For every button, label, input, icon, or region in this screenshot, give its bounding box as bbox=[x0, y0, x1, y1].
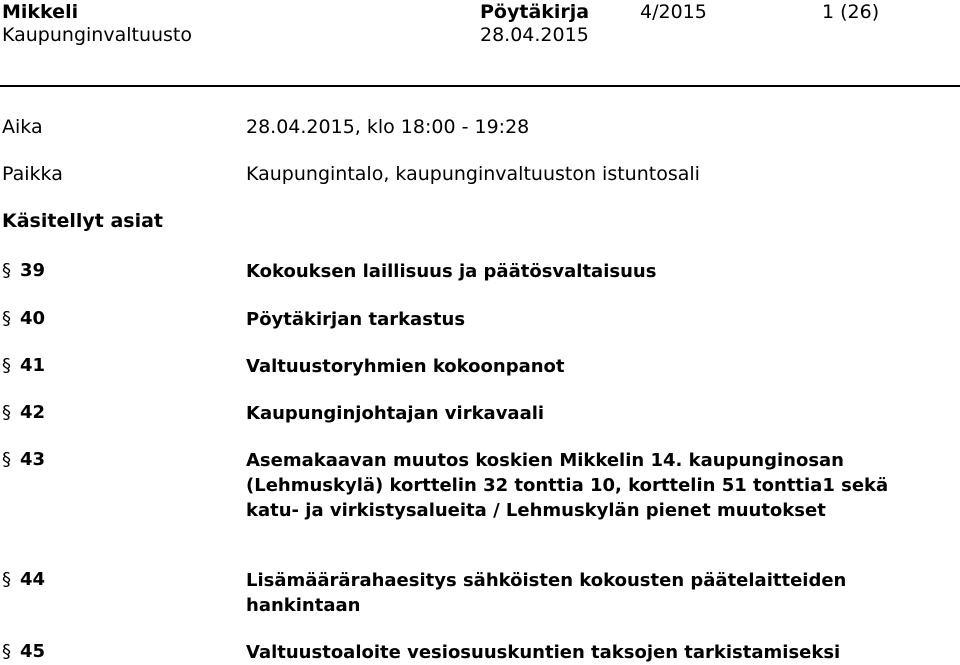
agenda-heading: Käsitellyt asiat bbox=[2, 210, 163, 232]
section-sign-icon: § bbox=[2, 449, 11, 470]
agenda-item-title: Lisämäärärahaesitys sähköisten kokousten päätelaitteiden hankintaan bbox=[246, 570, 847, 616]
agenda-item-number: § 40 bbox=[2, 308, 46, 329]
city-name: Mikkeli bbox=[2, 1, 79, 23]
agenda-item-number: § 39 bbox=[2, 260, 46, 281]
agenda-item-number: § 45 bbox=[2, 641, 46, 662]
agenda-item-number: § 41 bbox=[2, 355, 46, 376]
agenda-item-number: § 44 bbox=[2, 569, 46, 590]
document-date: 28.04.2015 bbox=[480, 24, 589, 46]
agenda-item-number: § 42 bbox=[2, 402, 46, 423]
section-sign-icon: § bbox=[2, 355, 11, 376]
agenda-item-title: Valtuustoaloite vesiosuuskuntien taksojen tarkistamiseksi bbox=[246, 642, 841, 663]
section-sign-icon: § bbox=[2, 641, 11, 662]
section-sign-icon: § bbox=[2, 402, 11, 423]
document-number: 4/2015 bbox=[640, 1, 707, 23]
agenda-item-title: Pöytäkirjan tarkastus bbox=[246, 309, 466, 330]
body-name: Kaupunginvaltuusto bbox=[2, 24, 193, 46]
time-label: Aika bbox=[2, 116, 43, 138]
agenda-item-title: Kokouksen laillisuus ja päätösvaltaisuus bbox=[246, 261, 657, 282]
header-divider bbox=[0, 85, 960, 87]
agenda-item-number: § 43 bbox=[2, 449, 46, 470]
section-sign-icon: § bbox=[2, 569, 11, 590]
agenda-item-title: Kaupunginjohtajan virkavaali bbox=[246, 403, 545, 424]
agenda-item-title: Asemakaavan muutos koskien Mikkelin 14. kaupunginosan (Lehmuskylä) korttelin 32 tonttia 10, korttelin 51 tonttia1 sekä katu- ja virkistysalueita / Lehmuskylän pienet muutokset bbox=[246, 450, 889, 521]
section-sign-icon: § bbox=[2, 260, 11, 281]
place-label: Paikka bbox=[2, 163, 63, 185]
place-value: Kaupungintalo, kaupunginvaltuuston istuntosali bbox=[246, 163, 700, 185]
page-number: 1 (26) bbox=[822, 1, 880, 23]
agenda-item-title: Valtuustoryhmien kokoonpanot bbox=[246, 356, 565, 377]
document-type: Pöytäkirja bbox=[480, 1, 590, 23]
time-value: 28.04.2015, klo 18:00 - 19:28 bbox=[246, 116, 530, 138]
section-sign-icon: § bbox=[2, 308, 11, 329]
